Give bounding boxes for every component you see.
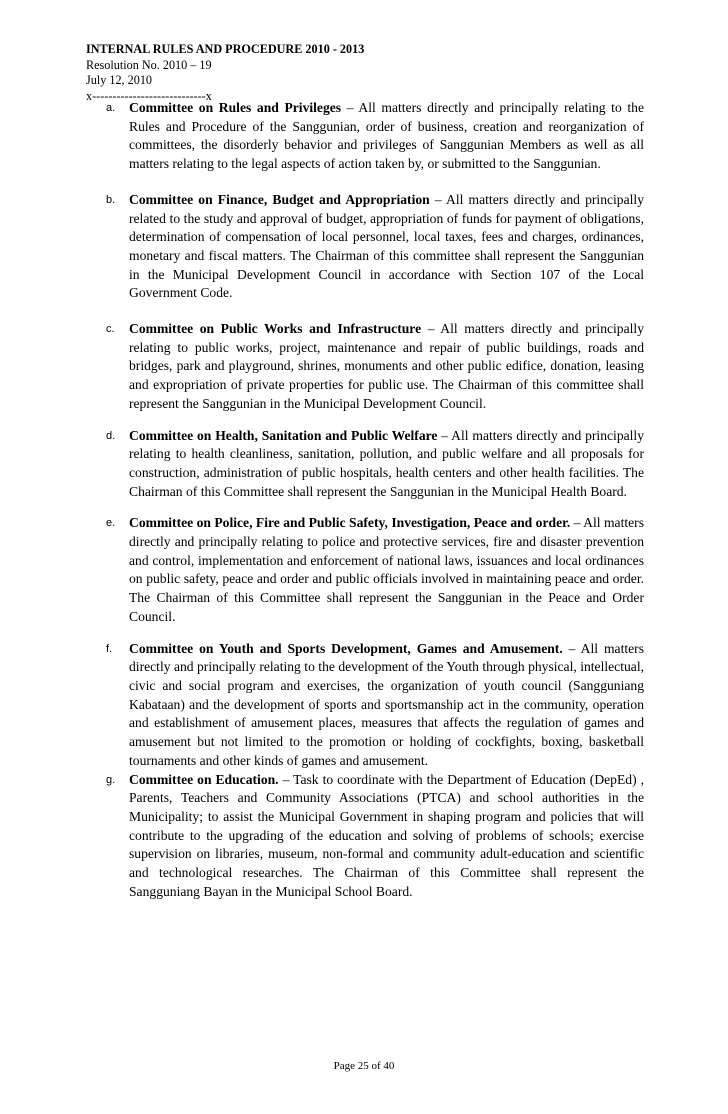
header-separator: x----------------------------x — [86, 88, 212, 103]
committee-description: – All matters directly and principally related to the study and approval of budget, appropriation of funds for payment of obligations, determination of compensation of local personnel, local taxes, fees and charges, ordinances, monetary and fiscal matters. The Chairman of this committee shall represent the Sanggunian in the Municipal Development Council in accordance with Section 107 of the Local Government Code. — [129, 191, 644, 301]
page-number: Page 25 of 40 — [333, 1060, 395, 1072]
list-marker: a. — [106, 102, 116, 114]
committee-heading: Committee on Rules and Privileges — [129, 100, 342, 115]
list-marker: e. — [106, 517, 116, 530]
list-marker: b. — [106, 193, 116, 206]
document-header — [86, 42, 646, 104]
list-marker: f. — [106, 642, 113, 655]
committee-heading: Committee on Finance, Budget and Appropriation — [129, 191, 430, 207]
committee-heading: Committee on Police, Fire and Public Safety, Investigation, Peace and order. — [129, 515, 571, 531]
list-item — [86, 771, 644, 902]
list-item — [86, 99, 644, 174]
committee-heading: Committee on Youth and Sports Development, Games and Amusement. — [129, 640, 563, 656]
list-marker: d. — [106, 429, 116, 442]
committee-list — [86, 99, 644, 901]
committee-description: – All matters directly and principally relating to police and protective services, fire and disaster prevention and control, implementation and enforcement of national laws, issuances and local ordinances on public safety, peace and order and public officials involved in maintaining peace and order. The Chairman of this Committee shall represent the Sanggunian in the Peace and Order Council. — [129, 515, 644, 624]
resolution-date: July 12, 2010 — [86, 73, 153, 87]
committee-heading: Committee on Health, Sanitation and Public Welfare — [129, 427, 438, 443]
committee-description: – All matters directly and principally relating to public works, project, maintenance and repair of public buildings, roads and bridges, park and playground, shrines, monuments and other public edifice, donation, leasing and expropriation of private properties for public use. The Chairman of this committee shall represent the Sanggunian in the Municipal Development Council. — [129, 321, 644, 411]
committee-description: – All matters directly and principally relating to health cleanliness, sanitation, pollution, and public welfare and all proposals for construction, administration of public hospitals, health centers and other health facilities. The Chairman of this Committee shall represent the Sanggunian in the Municipal Health Board. — [129, 427, 644, 499]
list-item — [86, 320, 644, 414]
list-marker: g. — [106, 773, 116, 786]
list-item — [86, 640, 644, 771]
list-item — [86, 427, 644, 502]
list-item — [86, 514, 644, 626]
committee-description: – All matters directly and principally relating to the Rules and Procedure of the Sanggunian, order of business, creation and reorganization of committees, the disorderly behavior and privileges of Sanggunian Members as well as all matters relating to the legal aspects of action taken by, or submitted to the Sanggunian. — [129, 100, 645, 172]
committee-description: – Task to coordinate with the Department of Education (DepEd) , Parents, Teachers and Community Associations (PTCA) and school authorities in the Municipality; to assist the Municipal Government in shaping program and policies that will contribute to the upgrading of the education and solving of problems of schools; exercise supervision on libraries, museum, non-formal and community adult-education and scientific and technological researches. The Chairman of this Committee shall represent the Sangguniang Bayan in the Municipal School Board. — [129, 771, 644, 899]
committee-heading: Committee on Education. — [129, 771, 279, 787]
list-marker: c. — [106, 323, 115, 336]
list-item — [86, 191, 644, 303]
document-title: INTERNAL RULES AND PROCEDURE 2010 - 2013 — [86, 42, 365, 56]
committee-description: – All matters directly and principally relating to the development of the Youth through physical, intellectual, civic and social program and exercises, the organization of youth council (Sangguniang Kabataan) and the development of sports and sportsmanship act in the community, operation and establishment of amusement places, measures that affects the regulation of games and amusement but not limited to the promotion or holding of cockfights, boxing, basketball tournaments and other kinds of games and amusement. — [129, 640, 644, 768]
resolution-number: Resolution No. 2010 – 19 — [86, 57, 212, 72]
committee-heading: Committee on Public Works and Infrastructure — [129, 321, 422, 337]
